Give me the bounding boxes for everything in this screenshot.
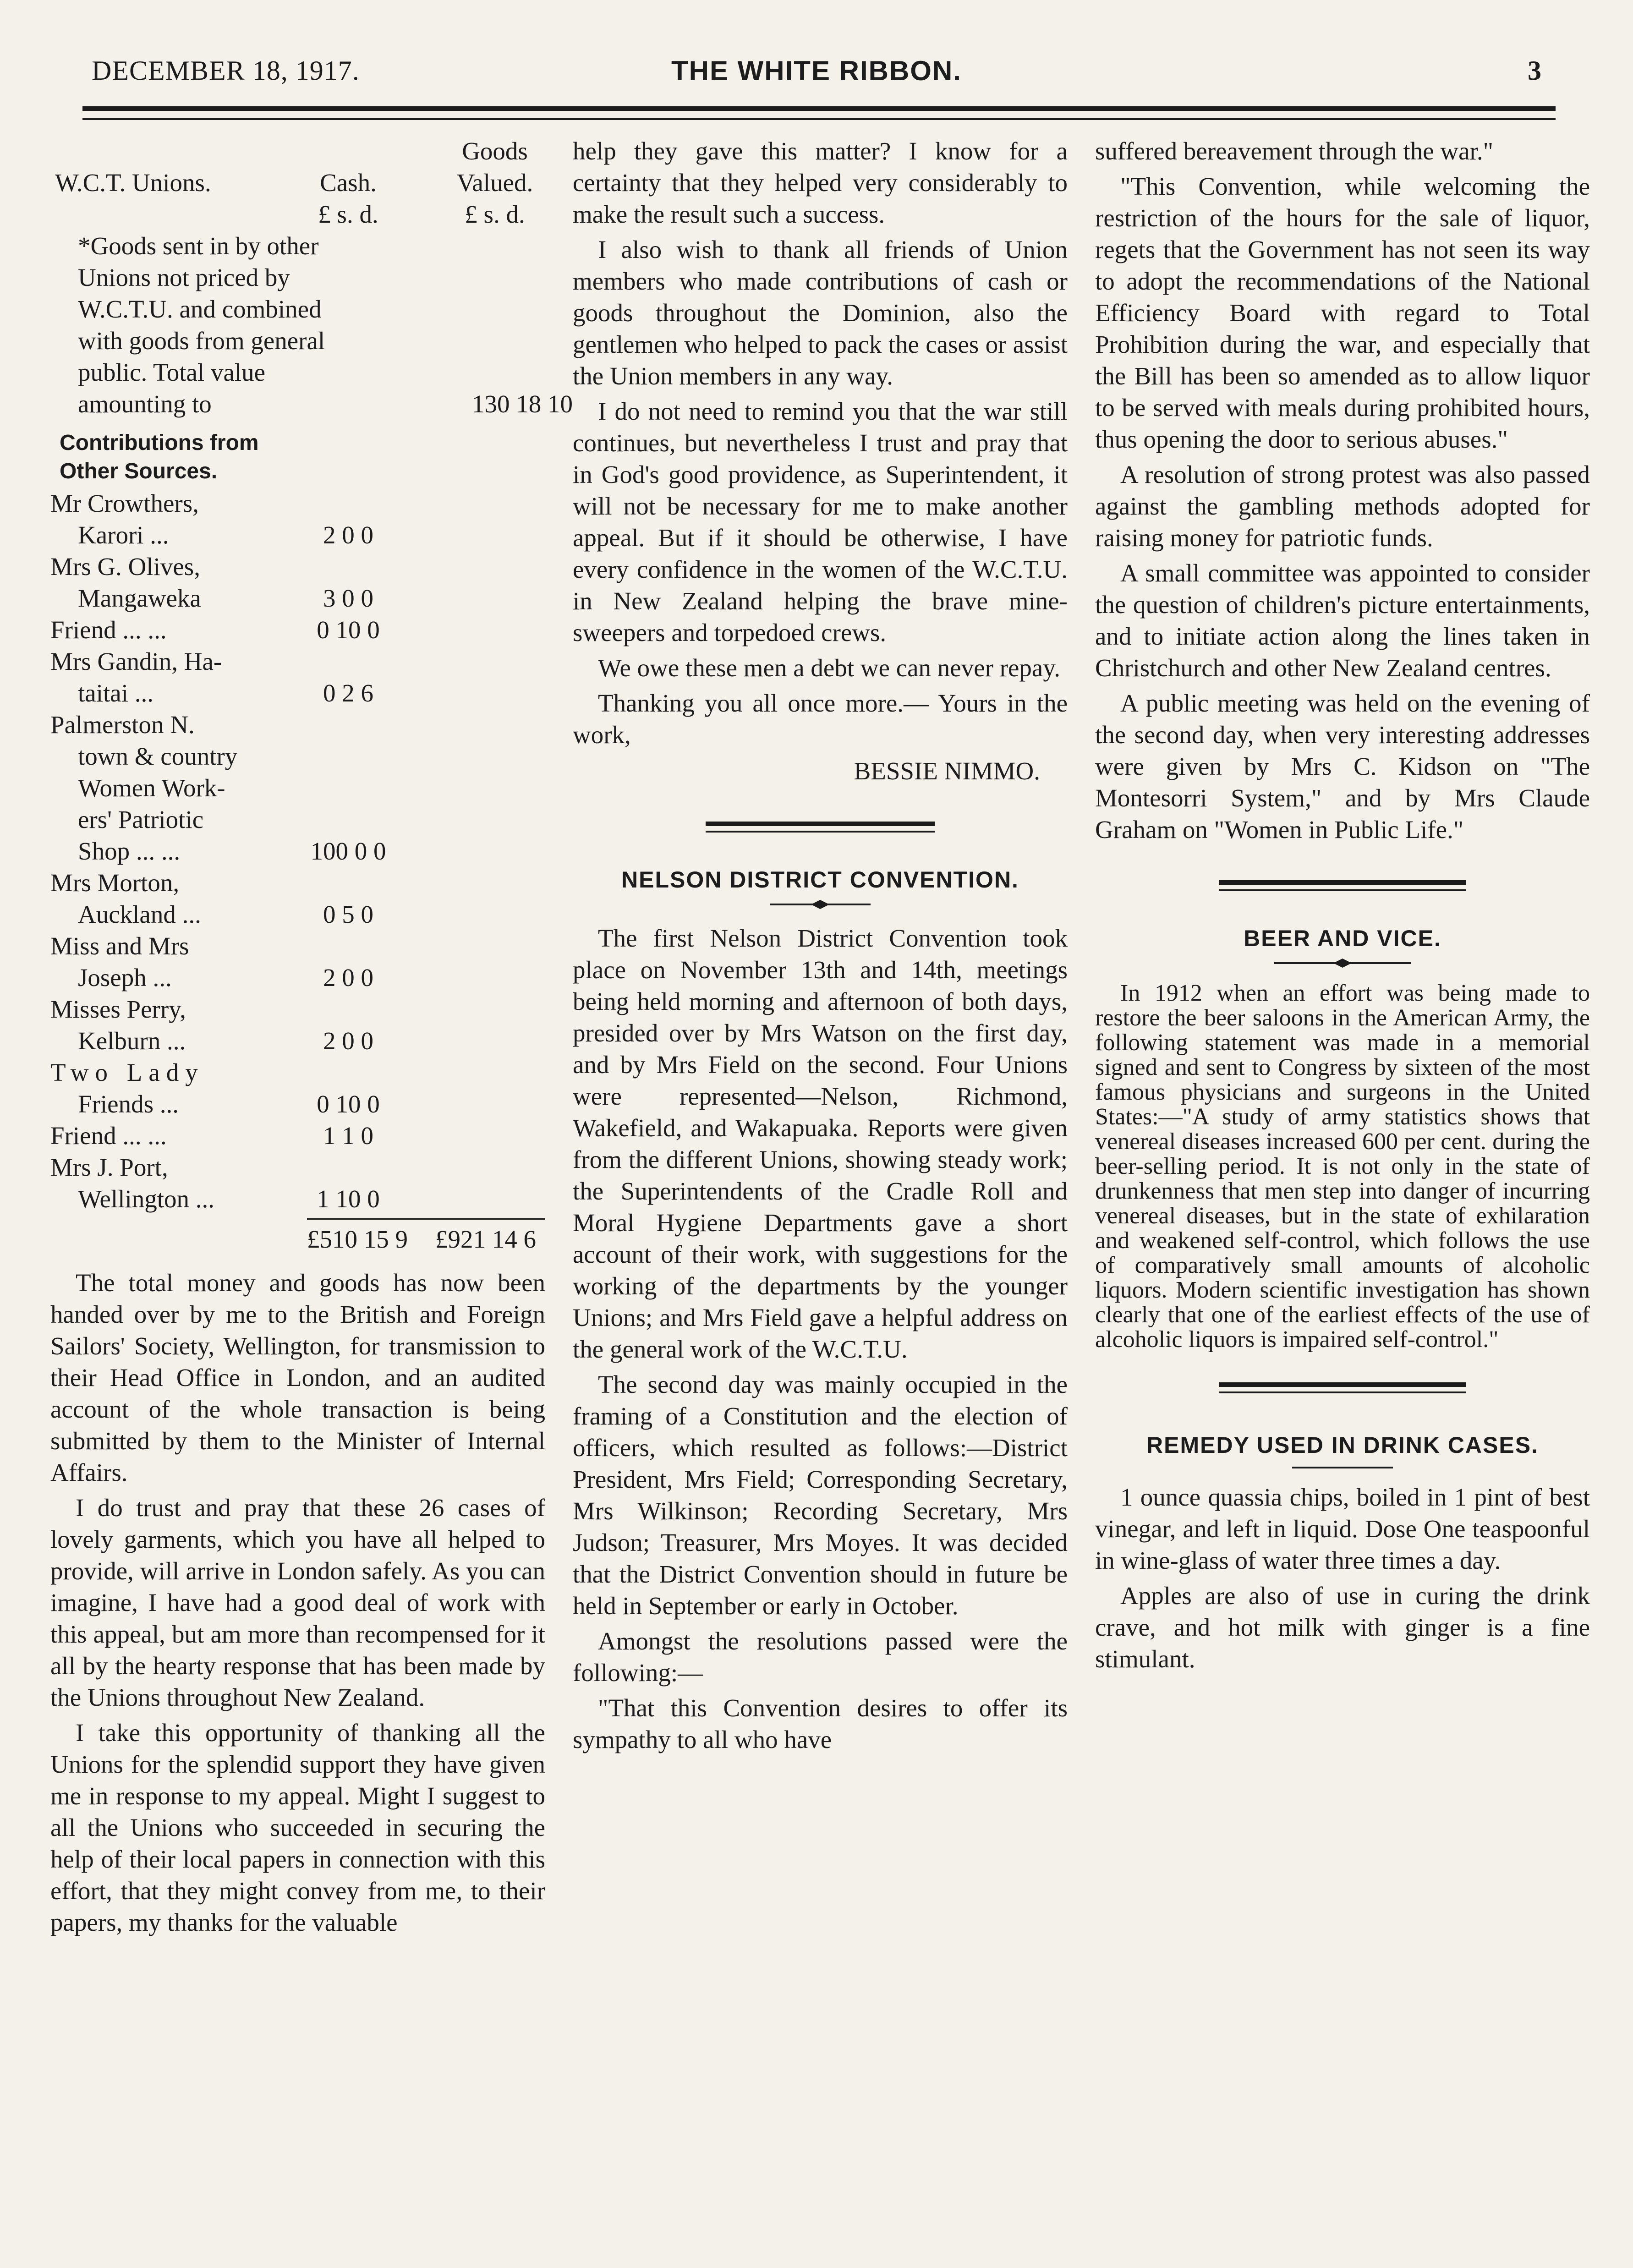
- paragraph: Amongst the resolutions passed were the following:—: [573, 1627, 1068, 1687]
- paragraph: A small committee was appointed to consider the question of children's picture entertainments, and to initiate action along the lines taken in Christchurch and other New Zealand centres.: [1095, 559, 1590, 682]
- list-item: Mangaweka 3 0 0: [78, 584, 373, 612]
- paragraph: help they gave this matter? I know for a certainty that they helped very considerably to make the result such a success.: [573, 137, 1068, 228]
- goods-note-value: 130 18 10: [472, 390, 573, 418]
- remedy-heading: REMEDY USED IN DRINK CASES.: [1146, 1432, 1539, 1458]
- contributions-heading: Contributions from Other Sources.: [60, 431, 259, 483]
- table-header-row-2: W.C.T. Unions. Cash. Valued.: [55, 169, 533, 197]
- list-item: Friends ... 0 10 0: [78, 1090, 380, 1118]
- list-item: Mrs Morton,: [50, 869, 180, 897]
- list-item: Friend ... ... 1 1 0: [50, 1122, 373, 1150]
- paragraph: Apples are also of use in curing the drink crave, and hot milk with ginger is a fine stimulant.: [1095, 1582, 1590, 1673]
- list-item: Friend ... ... 0 10 0: [50, 616, 380, 644]
- signature: BESSIE NIMMO.: [854, 757, 1040, 785]
- page-header: [82, 50, 1551, 92]
- page-number: 3: [1528, 55, 1541, 86]
- list-item: Mrs J. Port,: [50, 1153, 168, 1181]
- issue-date: DECEMBER 18, 1917.: [92, 55, 360, 86]
- list-item: Joseph ... 2 0 0: [78, 964, 373, 992]
- list-item: Mrs G. Olives,: [50, 553, 200, 581]
- totals-rule: [307, 1218, 545, 1220]
- paragraph: The total money and goods has now been handed over by me to the British and Foreign Sailors' Society, Wellington, for transmission to their Head Office in London, and an audited account of the whole transaction is being submitted by them to the Minister of Internal Affairs.: [50, 1269, 545, 1486]
- header-rule-thin: [82, 118, 1556, 120]
- list-item: Miss and Mrs: [50, 932, 189, 960]
- list-item: Mr Crowthers,: [50, 489, 199, 517]
- arrow-divider: [770, 898, 871, 911]
- paragraph: A public meeting was held on the evening of the second day, when very interesting addresses were given by Mrs C. Kidson on "The Montesorri System," and by Mrs Claude Graham on "Women in Public Life.": [1095, 689, 1590, 844]
- paragraph: Thanking you all once more.— Yours in the work,: [573, 689, 1068, 749]
- paragraph: "This Convention, while welcoming the restriction of the hours for the sale of liquor, regets that the Government has not seen its way to adopt the recommendations of the National Efficiency Board with regard to Total Prohibition during the war, and especially that the Bill has been so amended as to allow liquor to be served with meals during prohibited hours, thus opening the door to serious abuses.": [1095, 172, 1590, 453]
- list-item: Kelburn ... 2 0 0: [78, 1027, 373, 1055]
- list-item: Shop ... ... 100 0 0: [78, 837, 386, 865]
- list-item: ers' Patriotic: [78, 805, 204, 833]
- section-divider: [1219, 1380, 1466, 1398]
- paragraph: I do trust and pray that these 26 cases of lovely garments, which you have all helped to provide, will arrive in London safely. As you can imagine, I have had a good deal of work with this appeal, but am more than recompensed for it all by the hearty response that has been made by the Unions throughout New Zealand.: [50, 1494, 545, 1711]
- list-item: Wellington ... 1 10 0: [78, 1185, 380, 1213]
- section-divider: [1219, 877, 1466, 896]
- list-item: Mrs Gandin, Ha-: [50, 647, 222, 675]
- paragraph: In 1912 when an effort was being made to restore the beer saloons in the American Army, the following statement was made in a memorial signed and sent to Congress by sixteen of the most famous physicians and surgeons in the United States:—"A study of army statistics shows that venereal diseases increased 600 per cent. during the beer-selling period. It is not only in the state of drunkenness that men step into danger of incurring venereal diseases, but in the state of exhilaration and weakened self-control, which follows the use of comparatively small amounts of alcoholic liquors. Modern scientific investigation has shown clearly that one of the earliest effects of the use of alcoholic liquors is impaired self-control.": [1095, 980, 1590, 1353]
- list-item: Auckland ... 0 5 0: [78, 900, 373, 928]
- list-item: Palmerston N.: [50, 711, 195, 739]
- list-item: Two Lady: [50, 1058, 204, 1086]
- arrow-divider: [1274, 956, 1411, 970]
- column-1: [50, 135, 573, 1942]
- list-item: Karori ... 2 0 0: [78, 521, 373, 549]
- contributions-list: [50, 488, 545, 1215]
- section-divider: [706, 819, 935, 837]
- heading-rule: [1292, 1467, 1393, 1468]
- list-item: town & country: [78, 742, 238, 770]
- totals-row: £510 15 9 £921 14 6: [307, 1225, 536, 1253]
- beer-vice-heading: BEER AND VICE.: [1244, 926, 1441, 951]
- list-item: Women Work-: [78, 774, 225, 802]
- list-item: Misses Perry,: [50, 995, 186, 1023]
- header-rule-thick: [82, 106, 1556, 111]
- table-header-row-1: Goods: [462, 137, 528, 165]
- publication-title: THE WHITE RIBBON.: [671, 55, 962, 86]
- paragraph: I do not need to remind you that the war still continues, but nevertheless I trust and pray that in God's good providence, as Superintendent, it will not be necessary for me to make another appeal. But if it should be otherwise, I have every confidence in the women of the W.C.T.U. in New Zealand helping the brave mine-sweepers and torpedoed crews.: [573, 397, 1068, 646]
- nelson-convention-heading: NELSON DISTRICT CONVENTION.: [621, 867, 1019, 893]
- paragraph: 1 ounce quassia chips, boiled in 1 pint of best vinegar, and left in liquid. Dose One teaspoonful in wine-glass of water three times a day.: [1095, 1483, 1590, 1574]
- table-header-units: £ s. d. £ s. d.: [318, 200, 525, 228]
- goods-note: *Goods sent in by other Unions not priced by W.C.T.U. and combined with goods from general public. Total value amounting to 130 18 10: [78, 230, 426, 420]
- paragraph: suffered bereavement through the war.": [1095, 137, 1494, 165]
- column-3: [1095, 135, 1590, 1678]
- paragraph: The first Nelson District Convention took place on November 13th and 14th, meetings being held morning and afternoon of both days, presided over by Mrs Watson on the first day, and by Mrs Field on the second. Four Unions were represented—Nelson, Richmond, Wakefield, and Wakapuaka. Reports were given from the different Unions, showing steady work; the Superintendents of the Cradle Roll and Moral Hygiene Departments gave a short account of their work, with suggestions for the working of the departments by the younger Unions; and Mrs Field gave a helpful address on the general work of the W.C.T.U.: [573, 924, 1068, 1363]
- list-item: taitai ... 0 2 6: [78, 679, 373, 707]
- paragraph: The second day was mainly occupied in the framing of a Constitution and the election of officers, which resulted as follows:—District President, Mrs Field; Corresponding Secretary, Mrs Wilkinson; Recording Secretary, Mrs Judson; Treasurer, Mrs Moyes. It was decided that the District Convention should in future be held in September or early in October.: [573, 1370, 1068, 1620]
- paragraph: I take this opportunity of thanking all the Unions for the splendid support they have given me in response to my appeal. Might I suggest to all the Unions who succeeded in securing the help of their local papers in connection with this effort, that they might convey from me, to their papers, my thanks for the valuable: [50, 1719, 545, 1936]
- paragraph: I also wish to thank all friends of Union members who made contributions of cash or goods throughout the Dominion, also the gentlemen who helped to pack the cases or assist the Union members in any way.: [573, 236, 1068, 390]
- paragraph: We owe these men a debt we can never repay.: [598, 654, 1061, 682]
- paragraph: A resolution of strong protest was also passed against the gambling methods adopted for raising money for patriotic funds.: [1095, 460, 1590, 552]
- paragraph: "That this Convention desires to offer its sympathy to all who have: [573, 1694, 1068, 1753]
- column-2: [573, 135, 1068, 1759]
